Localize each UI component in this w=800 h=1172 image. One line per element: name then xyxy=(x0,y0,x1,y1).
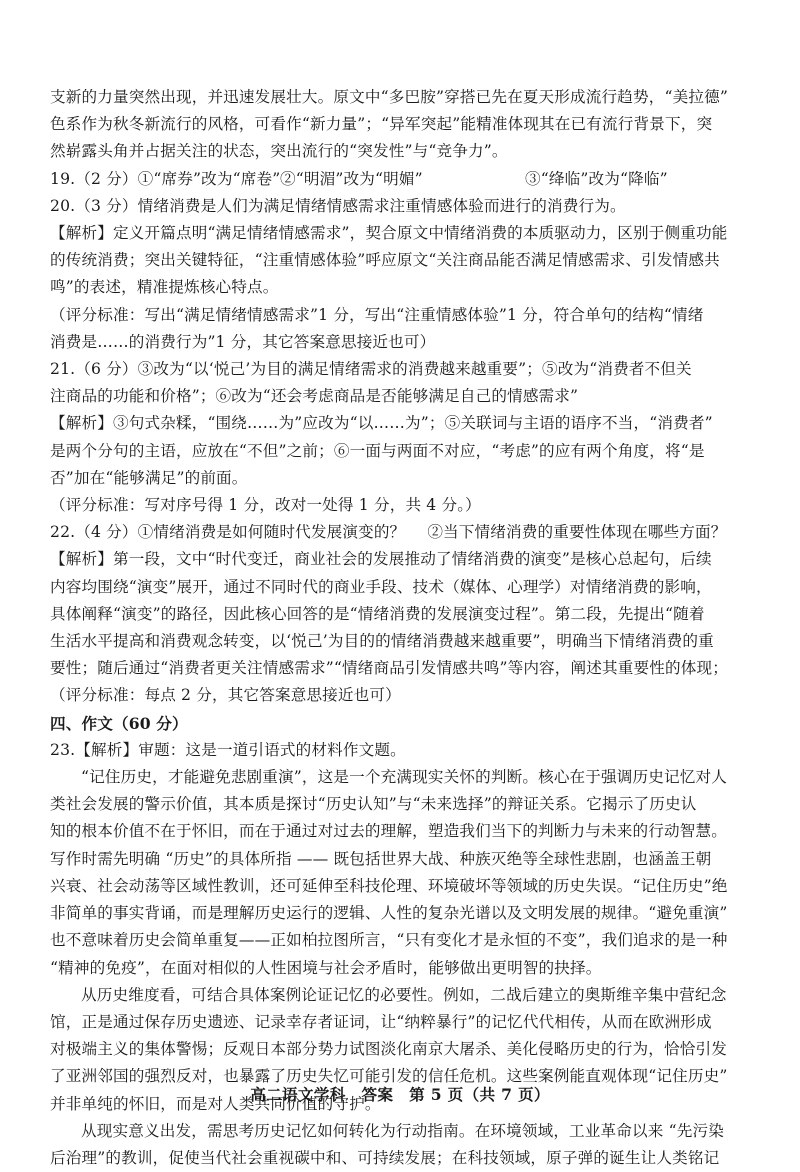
text-line: 否”加在“能够满足”的前面。 xyxy=(50,468,248,487)
scoring-note: （评分标准：写出“满足情绪情感需求”1 分，写出“注重情感体验”1 分，符合单句的结构“情绪 xyxy=(50,305,704,324)
q21-answer: 21.（6 分）③改为“以‘悦己’为目的满足情绪需求的消费越来越重要”；⑤改为“消费者不但关 xyxy=(50,360,692,379)
text-line: 后治理”的教训，促使当代社会重视碳中和、可持续发展；在科技领域，原子弹的诞生让人类铭记 xyxy=(50,1148,720,1167)
text-line: 对极端主义的集体警惕；反观日本部分势力试图淡化南京大屠杀、美化侵略历史的行为，恰恰引发 xyxy=(50,1040,727,1059)
text-line: 类社会发展的警示价值，其本质是探讨“历史认知”与“未来选择”的辩证关系。它揭示了历史认 xyxy=(50,795,697,814)
text-line: 【解析】③句式杂糅，“围绕……为”应改为“以……为”；⑤关联词与主语的语序不当，“消费者” xyxy=(50,414,713,433)
answer-page-body xyxy=(50,84,760,1172)
text-line: 【解析】定义开篇点明“满足情绪情感需求”，契合原文中情绪消费的本质驱动力，区别于侧重功能 xyxy=(50,224,728,243)
text-line: 鸣”的表述，精准提炼核心特点。 xyxy=(50,278,279,297)
q19-item-1: 19.（2 分）①“席券”改为“席卷” xyxy=(50,169,281,188)
text-line: 写作时需先明确 “历史”的具体所指 —— 既包括世界大战、种族灭绝等全球性悲剧，也涵盖王朝 xyxy=(50,849,712,868)
text-line: 了亚洲邻国的强烈反对，也暴露了历史失忆可能引发的信任危机。这些案例能直观体现“记住历史” xyxy=(50,1067,728,1086)
text-line: 【解析】第一段，文中“时代变迁，商业社会的发展推动了情绪消费的演变”是核心总起句，后续 xyxy=(50,550,712,569)
text-line: 从现实意义出发，需思考历史记忆如何转化为行动指南。在环境领域，工业革命以来 “先污染 xyxy=(81,1121,724,1140)
text-line: “精神的免疫”，在面对相似的人性困境与社会矛盾时，能够做出更明智的抉择。 xyxy=(50,958,602,977)
text-line: 非简单的事实背诵，而是理解历史运行的逻辑、人性的复杂光谱以及文明发展的规律。“避免重演” xyxy=(50,904,728,923)
text-line: 从历史维度看，可结合具体案例论证记忆的必要性。例如，二战后建立的奥斯维辛集中营纪念 xyxy=(81,985,727,1004)
q19-answer xyxy=(50,166,760,193)
scoring-note: （评分标准：每点 2 分，其它答案意思接近也可） xyxy=(50,686,401,705)
text-line: 要性；随后通过“消费者更关注情感需求”“情绪商品引发情感共鸣”等内容，阐述其重要性的体现； xyxy=(50,659,728,678)
q22-answer xyxy=(50,519,760,546)
q19-item-3: ③“绛临”改为“降临” xyxy=(525,169,668,188)
text-line: 具体阐释“演变”的路径，因此核心回答的是“情绪消费的发展演变过程”。第二段，先提出“随着 xyxy=(50,604,705,623)
text-line: 然崭露头角并占据关注的状态，突出流行的“突发性”与“竞争力”。 xyxy=(50,142,508,161)
q22-point-1: 22.（4 分）①情绪消费是如何随时代发展演变的？ xyxy=(50,523,406,542)
section-heading: 四、作文（60 分） xyxy=(50,713,188,733)
q20-answer: 20.（3 分）情绪消费是人们为满足情绪情感需求注重情感体验而进行的消费行为。 xyxy=(50,196,626,215)
text-line: 色系作为秋冬新流行的风格，可看作“新力量”；“异军突起”能精准体现其在已有流行背景下，突 xyxy=(50,115,713,134)
text-line: 的传统消费；突出关键特征，“注重情感体验”呼应原文“关注商品能否满足情感需求、引发情感共 xyxy=(50,251,720,270)
text-line: 支新的力量突然出现，并迅速发展壮大。原文中“多巴胺”穿搭已先在夏天形成流行趋势，“美拉德” xyxy=(50,88,728,106)
text-line: 兴衰、社会动荡等区域性教训，还可延伸至科技伦理、环境破坏等领域的历史失误。“记住历史”绝 xyxy=(50,876,728,895)
q22-point-2: ②当下情绪消费的重要性体现在哪些方面？ xyxy=(427,523,727,542)
text-line: 生活水平提高和消费观念转变，以‘悦己’为目的的情绪消费越来越重要”，明确当下情绪消费的重 xyxy=(50,632,714,651)
text-line: 并非单纯的怀旧，而是对人类共同价值的守护。 xyxy=(50,1094,381,1113)
text-line: 内容均围绕“演变”展开，通过不同时代的商业手段、技术（媒体、心理学）对情绪消费的影响， xyxy=(50,577,712,596)
scoring-note: 消费是……的消费行为”1 分，其它答案意思接近也可） xyxy=(50,332,436,351)
q23-heading: 23.【解析】审题：这是一道引语式的材料作文题。 xyxy=(50,740,406,759)
scoring-note: （评分标准：写对序号得 1 分，改对一处得 1 分，共 4 分。） xyxy=(50,496,481,515)
text-line: 馆，正是通过保存历史遗迹、记录幸存者证词，让“纳粹暴行”的记忆代代相传，从而在欧洲形成 xyxy=(50,1012,712,1031)
text-line: 知的根本价值不在于怀旧，而在于通过对过去的理解，塑造我们当下的判断力与未来的行动智慧。 xyxy=(50,822,727,841)
q19-item-2: ②“明湄”改为“明媚” xyxy=(280,169,423,188)
text-line: 注商品的功能和价格”；⑥改为“还会考虑商品是否能够满足自己的情感需求” xyxy=(50,387,579,406)
text-line: 是两个分句的主语，应放在“不但”之前；⑥一面与两面不对应，“考虑”的应有两个角度，将“是 xyxy=(50,441,705,460)
text-line: “记住历史，才能避免悲剧重演”，这是一个充满现实关怀的判断。核心在于强调历史记忆对人 xyxy=(81,768,727,787)
page-footer: 高二语文学科 答案 第 5 页（共 7 页） xyxy=(250,1085,550,1104)
text-line: 也不意味着历史会简单重复——正如柏拉图所言，“只有变化才是永恒的不变”，我们追求的是一种 xyxy=(50,931,728,950)
